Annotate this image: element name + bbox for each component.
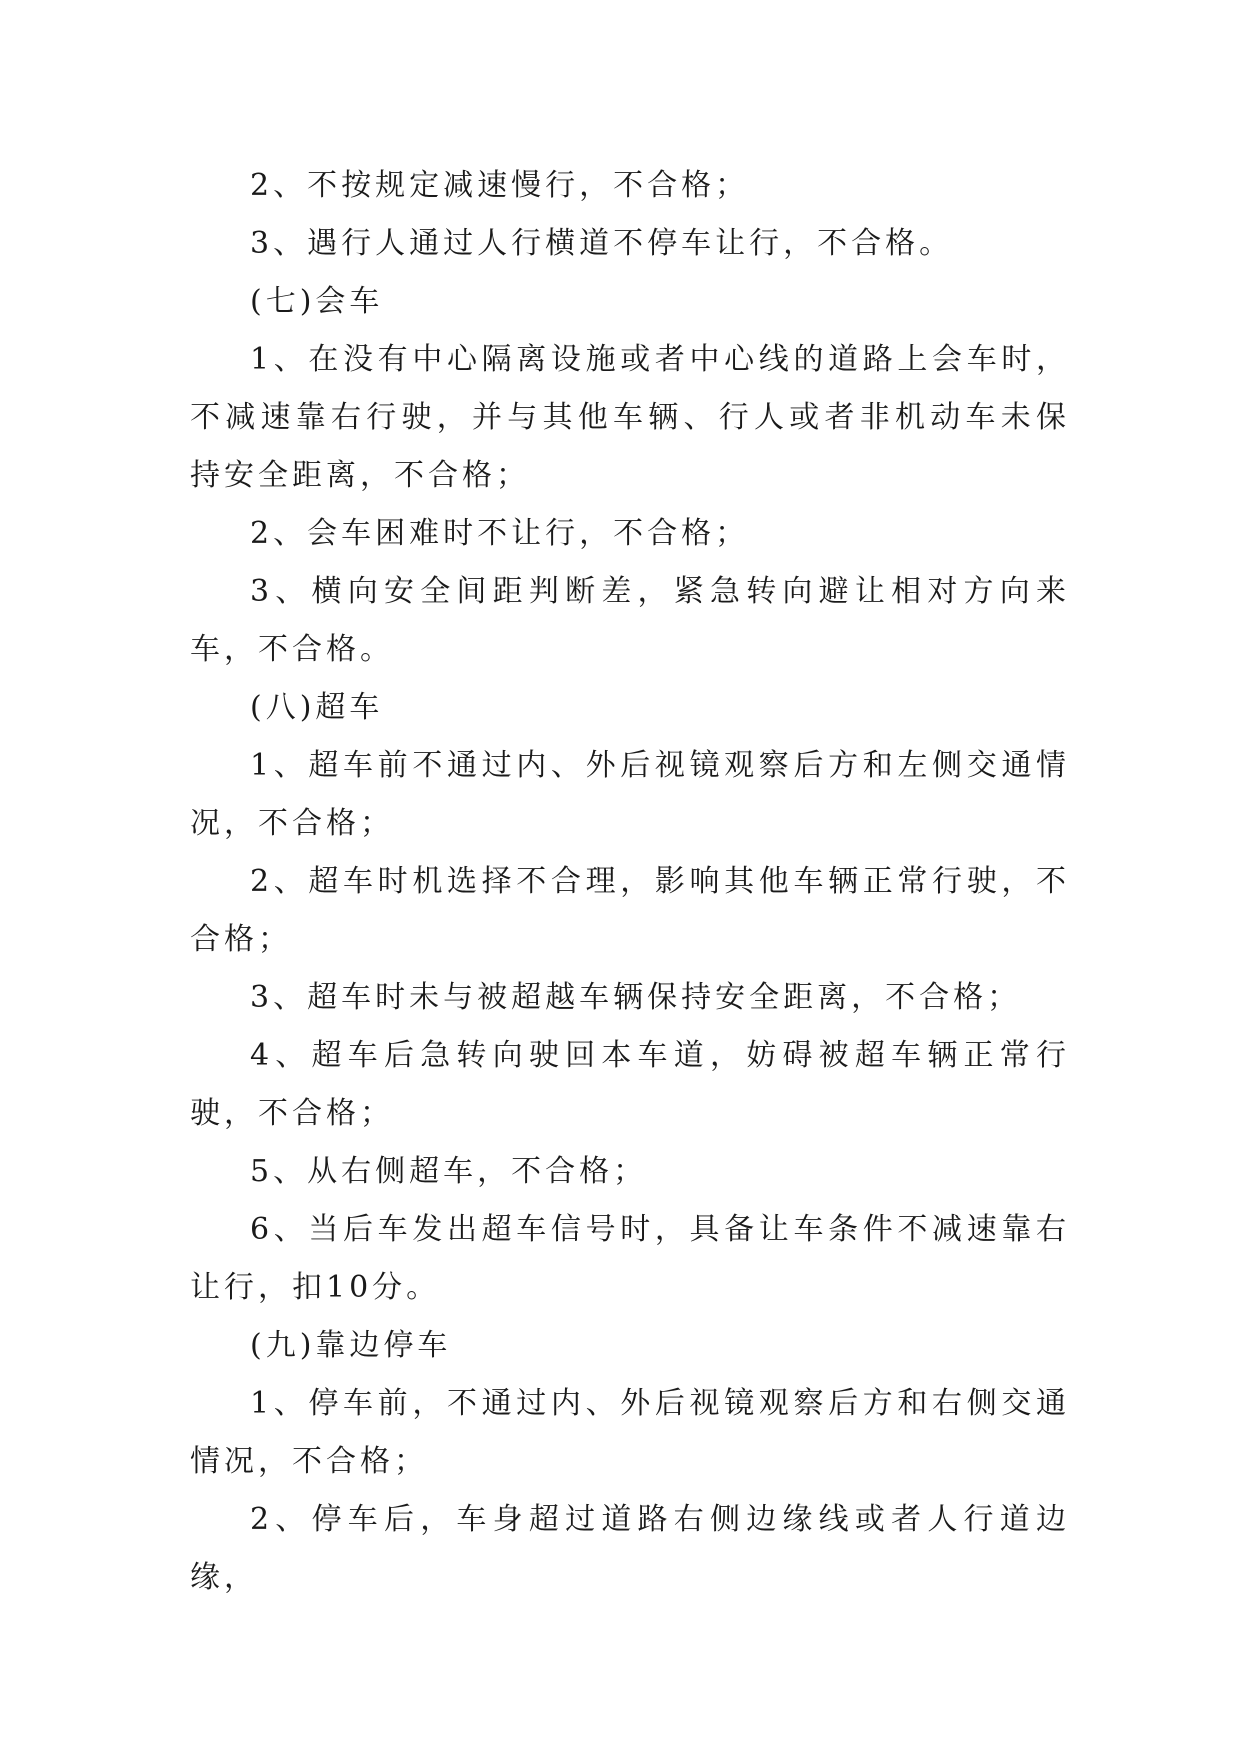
paragraph-pull-over-rule-2: 2、停车后，车身超过道路右侧边缘线或者人行道边缘，	[190, 1502, 1070, 1595]
document-body	[190, 157, 1070, 1607]
paragraph-meeting-rule-2: 2、会车困难时不让行，不合格；	[250, 516, 750, 551]
paragraph-overtaking-rule-4: 4、超车后急转向驶回本车道，妨碍被超车辆正常行驶，不合格；	[190, 1038, 1070, 1131]
section-heading-overtaking: (八)超车	[250, 690, 384, 725]
paragraph-overtaking-rule-1: 1、超车前不通过内、外后视镜观察后方和左侧交通情况，不合格；	[190, 748, 1070, 841]
paragraph-overtaking-rule-6: 6、当后车发出超车信号时，具备让车条件不减速靠右让行，扣10分。	[190, 1212, 1070, 1305]
section-heading-pull-over: (九)靠边停车	[250, 1328, 452, 1363]
paragraph-overtaking-rule-3: 3、超车时未与被超越车辆保持安全距离，不合格；	[250, 980, 1022, 1015]
paragraph-meeting-rule-3: 3、横向安全间距判断差，紧急转向避让相对方向来车，不合格。	[190, 574, 1070, 667]
paragraph-overtaking-rule-2: 2、超车时机选择不合理，影响其他车辆正常行驶，不合格；	[190, 864, 1070, 957]
paragraph-rule-2-slow-down: 2、不按规定减速慢行，不合格；	[250, 168, 750, 203]
paragraph-overtaking-rule-5: 5、从右侧超车，不合格；	[250, 1154, 648, 1189]
paragraph-rule-3-pedestrian-yield: 3、遇行人通过人行横道不停车让行，不合格。	[250, 226, 954, 261]
paragraph-meeting-rule-1: 1、在没有中心隔离设施或者中心线的道路上会车时，不减速靠右行驶，并与其他车辆、行人或者非机动车未保持安全距离，不合格；	[190, 342, 1070, 493]
paragraph-pull-over-rule-1: 1、停车前，不通过内、外后视镜观察后方和右侧交通情况，不合格；	[190, 1386, 1070, 1479]
section-heading-meeting-vehicles: (七)会车	[250, 284, 384, 319]
